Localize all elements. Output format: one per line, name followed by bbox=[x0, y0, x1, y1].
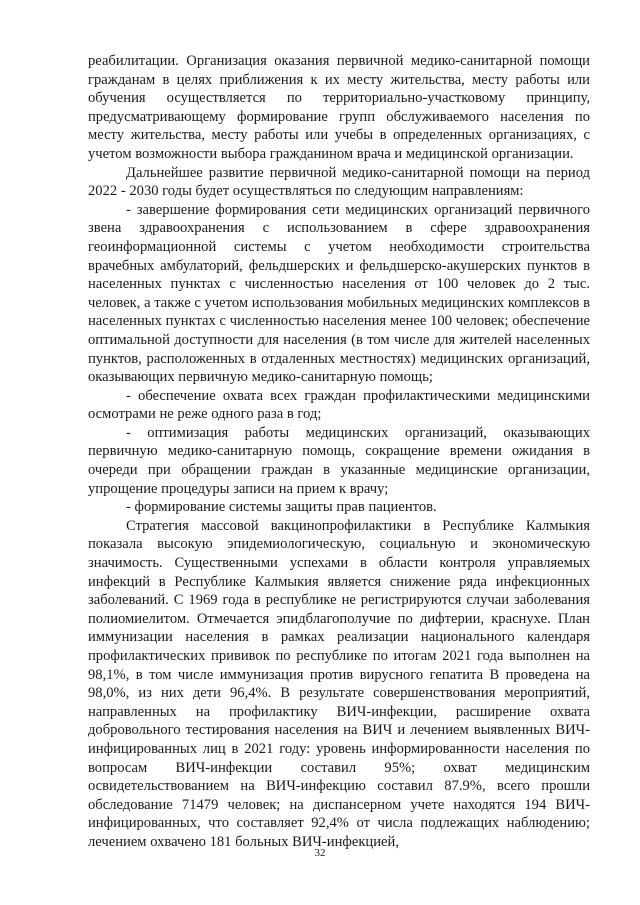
list-item-2: - обеспечение охвата всех граждан профилактическими медицинскими осмотрами не реже одного раза в год; bbox=[88, 387, 590, 423]
paragraph-2: Дальнейшее развитие первичной медико-санитарной помощи на период 2022 - 2030 годы будет осуществляться по следующим направлениям: bbox=[88, 164, 590, 200]
list-item-1: - завершение формирования сети медицинских организаций первичного звена здравоохранения с использованием в сфере здравоохранения геоинформационной системы с учетом необходимости строительства врачебных амбулаторий, фельдшерских и фельдшерско-акушерских пунктов в населенных пунктах с численностью населения от 100 человек до 2 тыс. человек, а также с учетом использования мобильных медицинских комплексов в населенных пунктах с численностью населения менее 100 человек; обеспечение оптимальной доступности для населения (в том числе для жителей населенных пунктов, расположенных в отдаленных местностях) медицинских организаций, оказывающих первичную медико-санитарную помощь; bbox=[88, 201, 590, 386]
list-item-4: - формирование системы защиты прав пациентов. bbox=[126, 499, 437, 516]
list-item-3: - оптимизация работы медицинских организаций, оказывающих первичную медико-санитарную помощь, сокращение времени ожидания в очереди при обращении граждан в указанные медицинские организации, упрощение процедуры записи на прием к врачу; bbox=[88, 424, 590, 497]
paragraph-3: Стратегия массовой вакцинопрофилактики в Республике Калмыкия показала высокую эпидемиологическую, социальную и экономическую значимость. Существенными успехами в области контроля управляемых инфекций в Республике Калмыкия является снижение ряда инфекционных заболеваний. С 1969 года в республике не регистрируются случаи заболевания полиомиелитом. Отмечается эпидблагополучие по дифтерии, краснухе. План иммунизации населения в рамках реализации национального календаря профилактических прививок по республике по итогам 2021 года выполнен на 98,1%, в том числе иммунизация против вирусного гепатита В проведена на 98,0%, из них дети 96,4%. В результате совершенствования мероприятий, направленных на профилактику ВИЧ-инфекции, расширение охвата добровольного тестирования населения на ВИЧ и лечением выявленных ВИЧ-инфицированных лиц в 2021 году: уровень информированности населения по вопросам ВИЧ-инфекции составил 95%; охват медицинским освидетельствованием на ВИЧ-инфекцию составил 87.9%, всего прошли обследование 71479 человек; на диспансерном учете находятся 194 ВИЧ-инфицированных, что составляет 92,4% от числа подлежащих наблюдению; лечением охвачено 181 больных ВИЧ-инфекцией, bbox=[88, 517, 590, 850]
paragraph-1: реабилитации. Организация оказания первичной медико-санитарной помощи гражданам в целях приближения к их месту жительства, месту работы или обучения осуществляется по территориально-участковому принципу, предусматривающему формирование групп обслуживаемого населения по месту жительства, месту работы или учебы в определенных организациях, с учетом возможности выбора гражданином врача и медицинской организации. bbox=[88, 53, 590, 162]
body-text bbox=[88, 52, 590, 852]
page-number: 32 bbox=[314, 847, 326, 859]
